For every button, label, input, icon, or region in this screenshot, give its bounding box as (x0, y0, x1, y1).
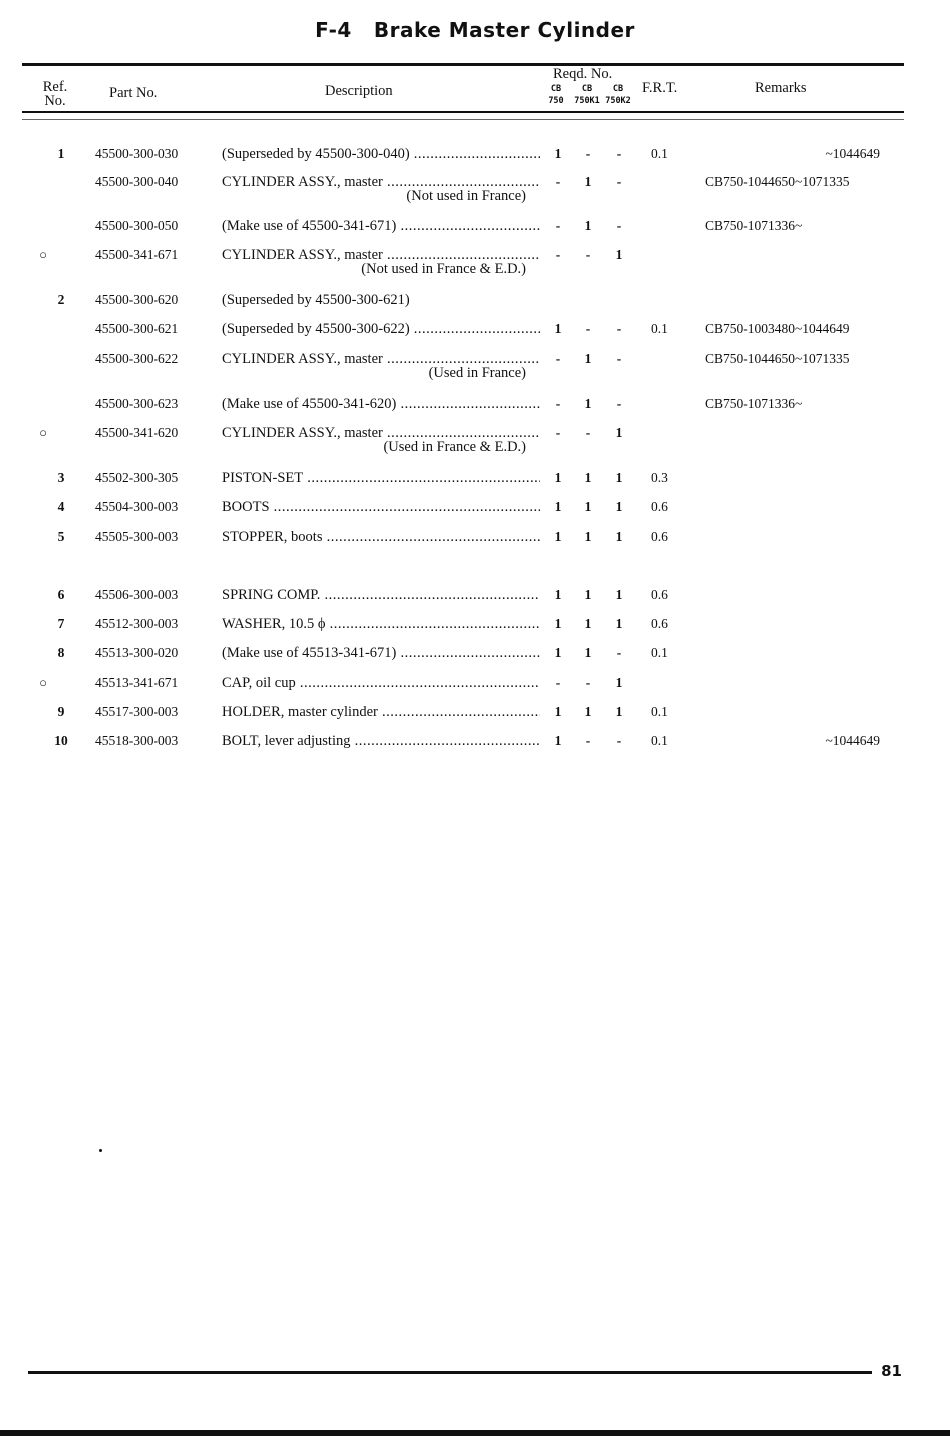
header-description: Description (325, 83, 393, 99)
body-top-rule (22, 119, 904, 120)
qty-cb750k2: 1 (615, 704, 623, 719)
header-model-1: CB 750 (548, 84, 564, 106)
qty-cb750: - (555, 396, 561, 411)
description: BOLT, lever adjusting ..... (222, 733, 540, 750)
qty-cb750: 1 (554, 470, 562, 485)
qty-cb750k1: 1 (584, 616, 592, 631)
page-title (0, 18, 950, 42)
remarks: CB750-1044650~1071335 (705, 351, 850, 366)
qty-cb750k1: 1 (584, 704, 592, 719)
description: STOPPER, boots ..... (222, 529, 540, 546)
qty-cb750: 1 (554, 733, 562, 748)
qty-cb750: 1 (554, 645, 562, 660)
header-model-3: CB 750K2 (605, 84, 631, 106)
part-number: 45505-300-003 (95, 529, 179, 544)
frt-value: 0.6 (651, 616, 668, 631)
qty-cb750k1: - (585, 733, 591, 748)
frt-value: 0.1 (651, 146, 668, 161)
header-model-2: CB 750K1 (574, 84, 600, 106)
ref-no: 10 (54, 733, 68, 748)
ref-no: 6 (57, 587, 65, 602)
section-title: Brake Master Cylinder (373, 18, 635, 42)
part-number: 45500-300-621 (95, 321, 179, 336)
qty-cb750k1: - (585, 146, 591, 161)
frt-value: 0.1 (651, 733, 668, 748)
qty-cb750k2: - (616, 733, 622, 748)
qty-cb750k1: 1 (584, 396, 592, 411)
qty-cb750k1: 1 (584, 351, 592, 366)
description: (Make use of 45500-341-671) ..... (222, 218, 540, 235)
description: (Superseded by 45500-300-621) (222, 292, 410, 308)
description: CYLINDER ASSY., master ..... (222, 351, 540, 368)
qty-cb750k2: 1 (615, 470, 623, 485)
section-code: F-4 (315, 18, 352, 42)
frt-value: 0.6 (651, 499, 668, 514)
qty-cb750: - (555, 351, 561, 366)
qty-cb750k2: 1 (615, 529, 623, 544)
description-note: (Not used in France) (406, 188, 526, 204)
qty-cb750: - (555, 247, 561, 262)
ref-no: 2 (57, 292, 65, 307)
header-remarks: Remarks (755, 80, 807, 96)
ref-no: 5 (57, 529, 65, 544)
table-row (0, 425, 950, 465)
description-note: (Used in France & E.D.) (383, 439, 526, 455)
qty-cb750k1: - (585, 425, 591, 440)
qty-cb750k2: 1 (615, 499, 623, 514)
remarks: CB750-1044650~1071335 (705, 174, 850, 189)
qty-cb750k1: 1 (584, 174, 592, 189)
description: SPRING COMP. ..... (222, 587, 540, 604)
qty-cb750: 1 (554, 321, 562, 336)
ref-no: ○ (39, 675, 47, 690)
qty-cb750k2: 1 (615, 425, 623, 440)
qty-cb750k2: 1 (615, 247, 623, 262)
part-number: 45500-300-620 (95, 292, 179, 307)
qty-cb750: 1 (554, 499, 562, 514)
ref-no: 9 (57, 704, 65, 719)
remarks: ~1044649 (825, 733, 880, 748)
remarks: CB750-1003480~1044649 (705, 321, 850, 336)
header-ref-no (40, 80, 70, 108)
header-part-no: Part No. (109, 85, 158, 101)
qty-cb750k2: 1 (615, 616, 623, 631)
qty-cb750k2: - (616, 351, 622, 366)
qty-cb750k2: - (616, 645, 622, 660)
description: (Make use of 45513-341-671) ..... (222, 645, 540, 662)
qty-cb750k2: - (616, 174, 622, 189)
qty-cb750k1: 1 (584, 529, 592, 544)
frt-value: 0.1 (651, 704, 668, 719)
header-ref-line1: Ref. (42, 79, 68, 95)
part-number: 45513-300-020 (95, 645, 179, 660)
qty-cb750k1: 1 (584, 587, 592, 602)
part-number: 45512-300-003 (95, 616, 179, 631)
part-number: 45500-341-620 (95, 425, 179, 440)
qty-cb750: 1 (554, 146, 562, 161)
ref-no: 7 (57, 616, 65, 631)
ref-no: 1 (57, 146, 65, 161)
part-number: 45513-341-671 (95, 675, 179, 690)
qty-cb750k2: 1 (615, 675, 623, 690)
description: CAP, oil cup ..... (222, 675, 540, 692)
description: (Superseded by 45500-300-622) ..... (222, 321, 540, 338)
qty-cb750: 1 (554, 587, 562, 602)
qty-cb750: 1 (554, 529, 562, 544)
qty-cb750k1: - (585, 247, 591, 262)
ref-no: ○ (39, 425, 47, 440)
part-number: 45500-341-671 (95, 247, 179, 262)
table-row (0, 733, 950, 773)
bottom-edge-rule (0, 1430, 950, 1436)
part-number: 45506-300-003 (95, 587, 179, 602)
table-row (0, 529, 950, 569)
part-number: 45500-300-622 (95, 351, 179, 366)
header-reqd-no: Reqd. No. (553, 66, 613, 82)
description: CYLINDER ASSY., master ..... (222, 247, 540, 264)
description: HOLDER, master cylinder ..... (222, 704, 540, 721)
qty-cb750k1: 1 (584, 470, 592, 485)
part-number: 45500-300-050 (95, 218, 179, 233)
qty-cb750: - (555, 675, 561, 690)
frt-value: 0.1 (651, 645, 668, 660)
ref-no: 3 (57, 470, 65, 485)
part-number: 45500-300-040 (95, 174, 179, 189)
qty-cb750: - (555, 425, 561, 440)
frt-value: 0.6 (651, 529, 668, 544)
part-number: 45500-300-030 (95, 146, 179, 161)
remarks: ~1044649 (825, 146, 880, 161)
remarks: CB750-1071336~ (705, 396, 803, 411)
ref-no: ○ (39, 247, 47, 262)
frt-value: 0.6 (651, 587, 668, 602)
frt-value: 0.3 (651, 470, 668, 485)
qty-cb750k1: 1 (584, 499, 592, 514)
part-number: 45502-300-305 (95, 470, 179, 485)
ref-no: 8 (57, 645, 65, 660)
part-number: 45504-300-003 (95, 499, 179, 514)
qty-cb750k2: - (616, 218, 622, 233)
description: BOOTS ..... (222, 499, 540, 516)
qty-cb750k2: - (616, 396, 622, 411)
description-note: (Used in France) (428, 365, 526, 381)
remarks: CB750-1071336~ (705, 218, 803, 233)
description: PISTON-SET ..... (222, 470, 540, 487)
page-number: 81 (881, 1362, 902, 1380)
description: (Superseded by 45500-300-040) ..... (222, 146, 540, 163)
qty-cb750k1: - (585, 675, 591, 690)
description-note: (Not used in France & E.D.) (361, 261, 526, 277)
header-bottom-rule (22, 111, 904, 113)
part-number: 45518-300-003 (95, 733, 179, 748)
qty-cb750: - (555, 218, 561, 233)
qty-cb750: 1 (554, 616, 562, 631)
description: WASHER, 10.5 ϕ ..... (222, 616, 540, 633)
qty-cb750k2: 1 (615, 587, 623, 602)
header-frt: F.R.T. (642, 80, 678, 96)
part-number: 45500-300-623 (95, 396, 179, 411)
header-ref-line2: No. (44, 93, 66, 109)
table-row (0, 351, 950, 391)
qty-cb750k2: - (616, 146, 622, 161)
part-number: 45517-300-003 (95, 704, 179, 719)
qty-cb750k1: 1 (584, 645, 592, 660)
frt-value: 0.1 (651, 321, 668, 336)
qty-cb750k2: - (616, 321, 622, 336)
description: CYLINDER ASSY., master ..... (222, 425, 540, 442)
footer-rule (28, 1371, 872, 1374)
table-row (0, 174, 950, 214)
description: (Make use of 45500-341-620) ..... (222, 396, 540, 413)
header-top-rule (22, 63, 904, 66)
qty-cb750k1: - (585, 321, 591, 336)
table-row (0, 247, 950, 287)
ref-no: 4 (57, 499, 65, 514)
description: CYLINDER ASSY., master ..... (222, 174, 540, 191)
stray-dot (99, 1149, 102, 1152)
qty-cb750: - (555, 174, 561, 189)
qty-cb750k1: 1 (584, 218, 592, 233)
qty-cb750: 1 (554, 704, 562, 719)
